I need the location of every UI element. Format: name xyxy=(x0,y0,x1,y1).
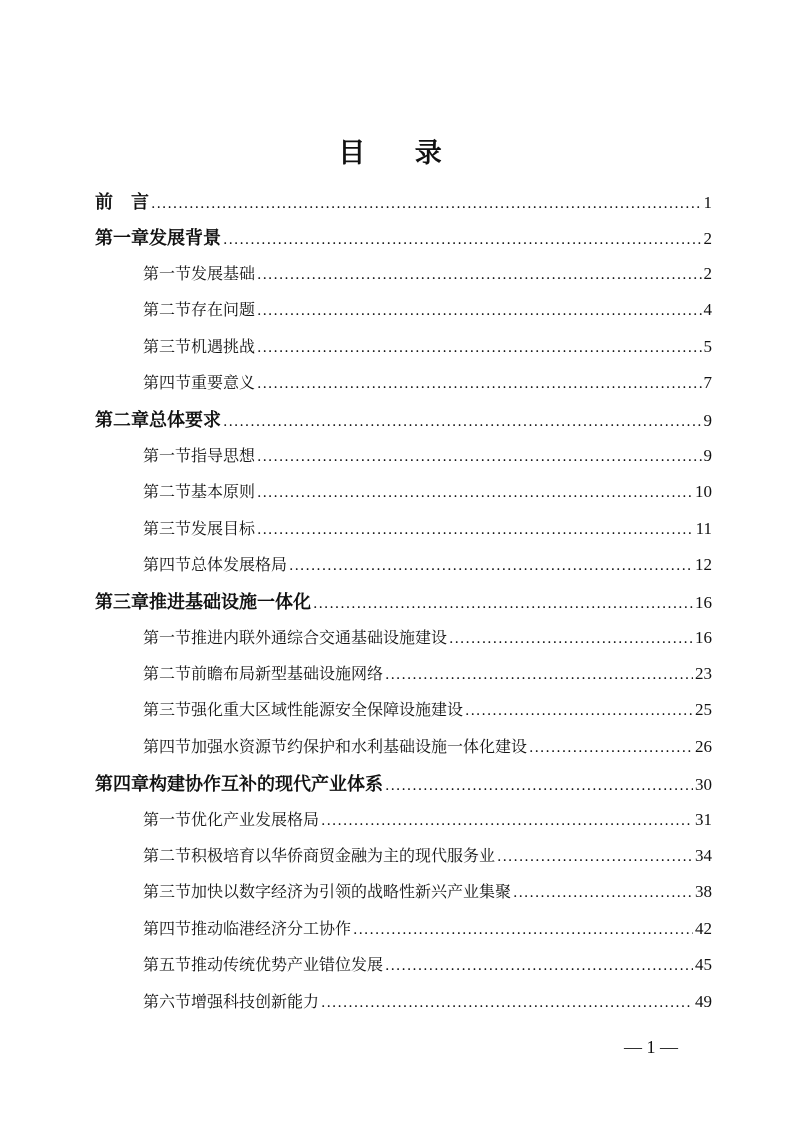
toc-entry-title: 推动临港经济分工协作 xyxy=(191,918,352,938)
dot-leader xyxy=(385,664,693,683)
toc-entry-title: 加强水资源节约保护和水利基础设施一体化建设 xyxy=(191,736,528,756)
toc-section-entry[interactable] xyxy=(95,516,712,552)
toc-entry-title: 指导思想 xyxy=(191,445,256,465)
toc-entry-title: 加快以数字经济为引领的战略性新兴产业集聚 xyxy=(191,882,512,902)
dot-leader xyxy=(257,446,701,465)
toc-section-entry[interactable] xyxy=(95,843,712,879)
toc-section-entry[interactable] xyxy=(95,952,712,988)
toc-entry-number: 第四节 xyxy=(143,918,192,938)
toc-section-entry[interactable] xyxy=(95,879,712,915)
toc-entry-number: 第三章 xyxy=(95,592,149,614)
toc-entry-title: 积极培育以华侨商贸金融为主的现代服务业 xyxy=(191,846,496,866)
table-of-contents xyxy=(95,188,712,1025)
dot-leader xyxy=(353,919,693,938)
toc-chapter-entry[interactable] xyxy=(95,588,712,624)
toc-section-entry[interactable] xyxy=(95,661,712,697)
toc-entry-title: 基本原则 xyxy=(191,482,256,502)
dot-leader xyxy=(385,955,693,974)
toc-chapter-entry[interactable] xyxy=(95,224,712,260)
toc-page-number: 30 xyxy=(695,775,712,795)
toc-page-number: 42 xyxy=(695,918,712,938)
toc-page-number: 11 xyxy=(695,518,712,538)
toc-page-number: 38 xyxy=(695,882,712,902)
toc-entry-number: 第一章 xyxy=(95,228,149,250)
toc-entry-number: 第二节 xyxy=(143,300,192,320)
dot-leader xyxy=(257,373,701,392)
toc-section-entry[interactable] xyxy=(95,734,712,770)
toc-section-entry[interactable] xyxy=(95,261,712,297)
toc-page-number: 9 xyxy=(703,445,712,465)
toc-entry-title: 总体发展格局 xyxy=(191,554,288,574)
toc-entry-number: 第二节 xyxy=(143,482,192,502)
toc-chapter-entry[interactable] xyxy=(95,188,712,224)
toc-page-number: 9 xyxy=(703,411,712,431)
page-title: 目 录 xyxy=(338,138,462,169)
toc-section-entry[interactable] xyxy=(95,807,712,843)
toc-chapter-entry[interactable] xyxy=(95,406,712,442)
toc-entry-title: 前瞻布局新型基础设施网络 xyxy=(191,664,384,684)
toc-entry-number: 第四节 xyxy=(143,554,192,574)
dot-leader xyxy=(223,410,702,431)
toc-entry-number: 第一节 xyxy=(143,263,192,283)
toc-page-number: 34 xyxy=(695,846,712,866)
toc-entry-number: 第六节 xyxy=(143,991,192,1011)
dot-leader xyxy=(257,519,694,538)
toc-page-number: 7 xyxy=(703,372,712,392)
toc-page-number: 45 xyxy=(695,955,712,975)
toc-entry-number: 第二节 xyxy=(143,846,192,866)
dot-leader xyxy=(321,992,693,1011)
toc-entry-title: 推动传统优势产业错位发展 xyxy=(191,955,384,975)
toc-section-entry[interactable] xyxy=(95,916,712,952)
dot-leader xyxy=(385,774,693,795)
dot-leader xyxy=(529,737,693,756)
toc-entry-title: 发展基础 xyxy=(191,263,256,283)
toc-entry-number: 第二节 xyxy=(143,664,192,684)
toc-entry-number: 第四节 xyxy=(143,372,192,392)
toc-entry-title: 发展目标 xyxy=(191,518,256,538)
toc-section-entry[interactable] xyxy=(95,479,712,515)
toc-section-entry[interactable] xyxy=(95,989,712,1025)
toc-entry-title: 推进基础设施一体化 xyxy=(149,592,311,614)
toc-page-number: 25 xyxy=(695,700,712,720)
toc-page-number: 49 xyxy=(695,991,712,1011)
toc-page-number: 10 xyxy=(695,482,712,502)
toc-entry-title: 总体要求 xyxy=(149,410,221,432)
dot-leader xyxy=(257,264,701,283)
dot-leader xyxy=(257,482,693,501)
toc-chapter-entry[interactable] xyxy=(95,770,712,806)
dot-leader xyxy=(257,337,701,356)
toc-entry-number: 前 言 xyxy=(95,192,149,213)
toc-section-entry[interactable] xyxy=(95,370,712,406)
dot-leader xyxy=(449,628,693,647)
toc-section-entry[interactable] xyxy=(95,552,712,588)
page-number-footer: — 1 — xyxy=(624,1037,678,1057)
toc-page-number: 12 xyxy=(695,554,712,574)
toc-entry-number: 第一节 xyxy=(143,445,192,465)
toc-page-number: 2 xyxy=(703,229,712,249)
dot-leader xyxy=(257,300,701,319)
toc-entry-title: 增强科技创新能力 xyxy=(191,991,320,1011)
toc-page-number: 16 xyxy=(695,627,712,647)
toc-page-number: 1 xyxy=(703,193,712,212)
toc-entry-number: 第二章 xyxy=(95,410,149,432)
toc-entry-number: 第四章 xyxy=(95,774,149,796)
toc-section-entry[interactable] xyxy=(95,625,712,661)
dot-leader xyxy=(223,228,702,249)
toc-entry-number: 第三节 xyxy=(143,700,192,720)
dot-leader xyxy=(313,592,693,613)
toc-entry-number: 第三节 xyxy=(143,518,192,538)
dot-leader xyxy=(497,846,693,865)
toc-page-number: 23 xyxy=(695,664,712,684)
toc-entry-title: 重要意义 xyxy=(191,372,256,392)
toc-section-entry[interactable] xyxy=(95,334,712,370)
toc-entry-number: 第四节 xyxy=(143,736,192,756)
dot-leader xyxy=(151,192,702,213)
toc-entry-title: 强化重大区域性能源安全保障设施建设 xyxy=(191,700,464,720)
toc-page-number: 26 xyxy=(695,736,712,756)
toc-entry-title: 优化产业发展格局 xyxy=(191,809,320,829)
toc-entry-title: 构建协作互补的现代产业体系 xyxy=(149,774,383,796)
toc-entry-number: 第一节 xyxy=(143,809,192,829)
toc-page-number: 31 xyxy=(695,809,712,829)
toc-page-number: 4 xyxy=(703,300,712,320)
toc-section-entry[interactable] xyxy=(95,697,712,733)
toc-entry-number: 第三节 xyxy=(143,336,192,356)
toc-entry-title: 机遇挑战 xyxy=(191,336,256,356)
dot-leader xyxy=(321,810,693,829)
toc-page-number: 16 xyxy=(695,593,712,613)
toc-section-entry[interactable] xyxy=(95,443,712,479)
toc-entry-title: 发展背景 xyxy=(149,228,221,250)
toc-entry-title: 推进内联外通综合交通基础设施建设 xyxy=(191,627,448,647)
toc-entry-number: 第五节 xyxy=(143,955,192,975)
toc-page-number: 5 xyxy=(703,336,712,356)
toc-entry-number: 第三节 xyxy=(143,882,192,902)
dot-leader xyxy=(513,882,693,901)
toc-entry-title: 存在问题 xyxy=(191,300,256,320)
toc-page-number: 2 xyxy=(703,263,712,283)
dot-leader xyxy=(465,700,693,719)
dot-leader xyxy=(289,555,693,574)
toc-entry-number: 第一节 xyxy=(143,627,192,647)
toc-section-entry[interactable] xyxy=(95,297,712,333)
